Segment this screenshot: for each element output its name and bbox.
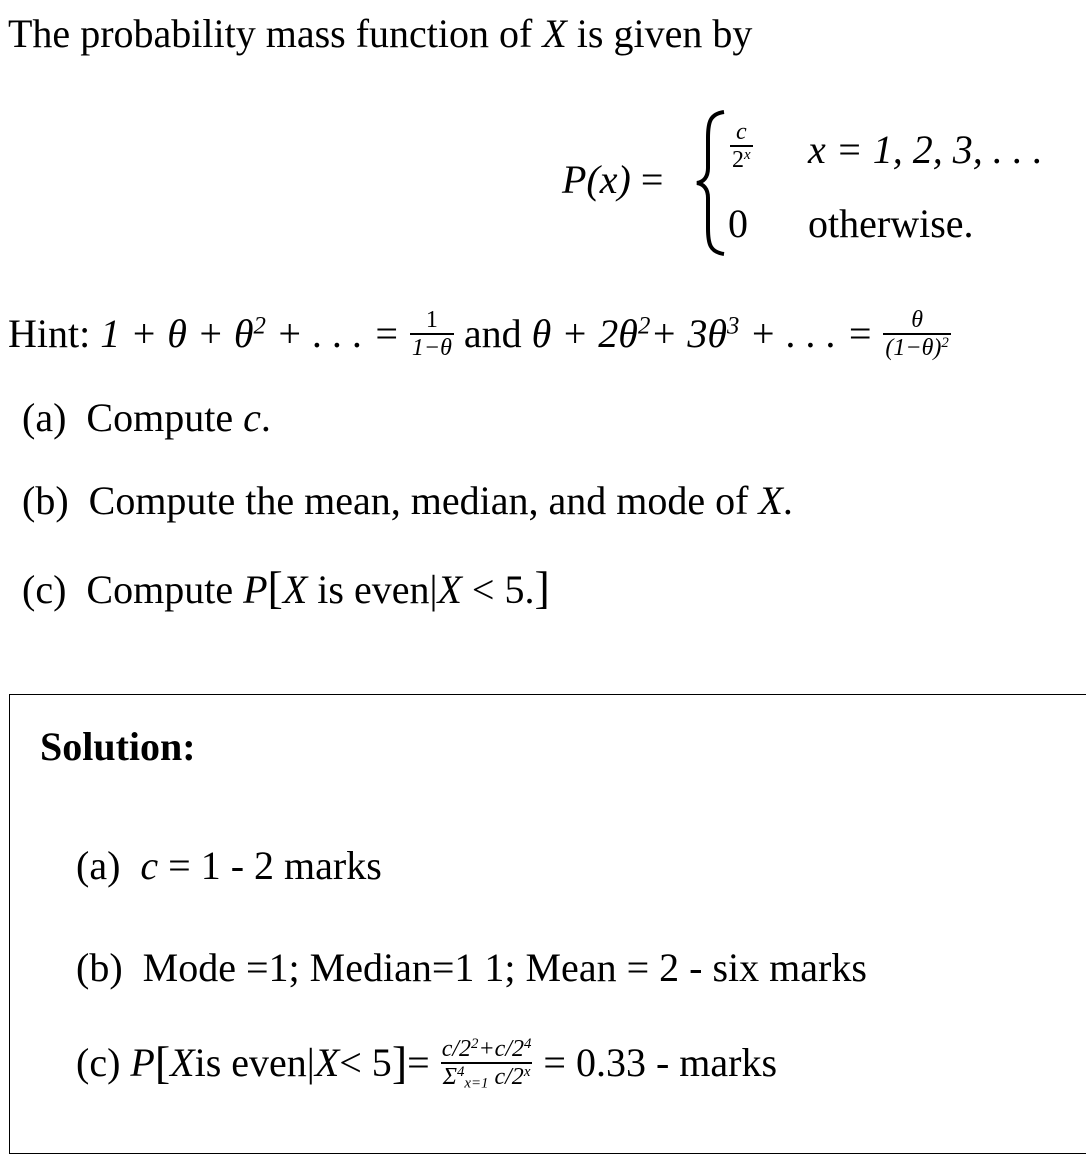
solution-b: (b) Mode =1; Median=1 1; Mean = 2 - six marks: [76, 945, 867, 990]
hint-fraction-2: $\frac{\theta}{(1-\theta)^2}$: [885, 307, 949, 361]
hint-label: Hint:: [8, 311, 91, 356]
pmf-left-brace: [694, 108, 730, 258]
hint-series1-tail: + . . . =: [275, 311, 400, 356]
intro-text-start: The probability mass function of: [8, 11, 533, 56]
hint-series1: $1 + \theta + \theta^2$: [100, 311, 266, 356]
intro-variable: X: [542, 11, 567, 56]
solution-c: (c) P [ X is even| X < 5 ] = $\frac{c/2^2+c/2^4}{\Sigma^4_{x=1} c/2^x}$ = 0.33 - marks: [76, 1035, 778, 1092]
question-b: (b) Compute the mean, median, and mode of X.: [22, 478, 793, 523]
pmf-case1-denominator: 2$^x$: [732, 146, 751, 173]
solution-a: (a) c = 1 - 2 marks: [76, 843, 382, 888]
pmf-lhs: [562, 157, 664, 202]
pmf-case1-condition: x = 1, 2, 3, . . .: [808, 127, 1043, 172]
pmf-case2-value: 0: [728, 201, 748, 246]
hint-series2-tail: + . . . =: [749, 311, 874, 356]
intro-line: [8, 11, 753, 56]
pmf-case1-value: [730, 120, 753, 172]
question-a: (a) Compute c.: [22, 395, 271, 440]
hint-fraction-1: $\frac{1}{1-\theta}$: [411, 307, 452, 361]
hint-series2: $\theta + 2\theta^2+ 3\theta^3$: [531, 311, 740, 356]
pmf-case2-condition: otherwise.: [808, 201, 974, 246]
pmf-case1-numerator: c: [735, 119, 747, 145]
intro-text-end: is given by: [576, 11, 753, 56]
question-c: (c) Compute P[X is even|X < 5.]: [22, 562, 550, 613]
solution-heading: Solution:: [40, 724, 196, 769]
pmf-equals: =: [640, 157, 664, 202]
hint-line: [8, 308, 951, 360]
pmf-lhs-symbol: P(x): [562, 157, 631, 202]
hint-conjunction: and: [463, 311, 522, 356]
solution-c-fraction: $\frac{c/2^2+c/2^4}{\Sigma^4_{x=1} c/2^x}$: [441, 1035, 532, 1092]
